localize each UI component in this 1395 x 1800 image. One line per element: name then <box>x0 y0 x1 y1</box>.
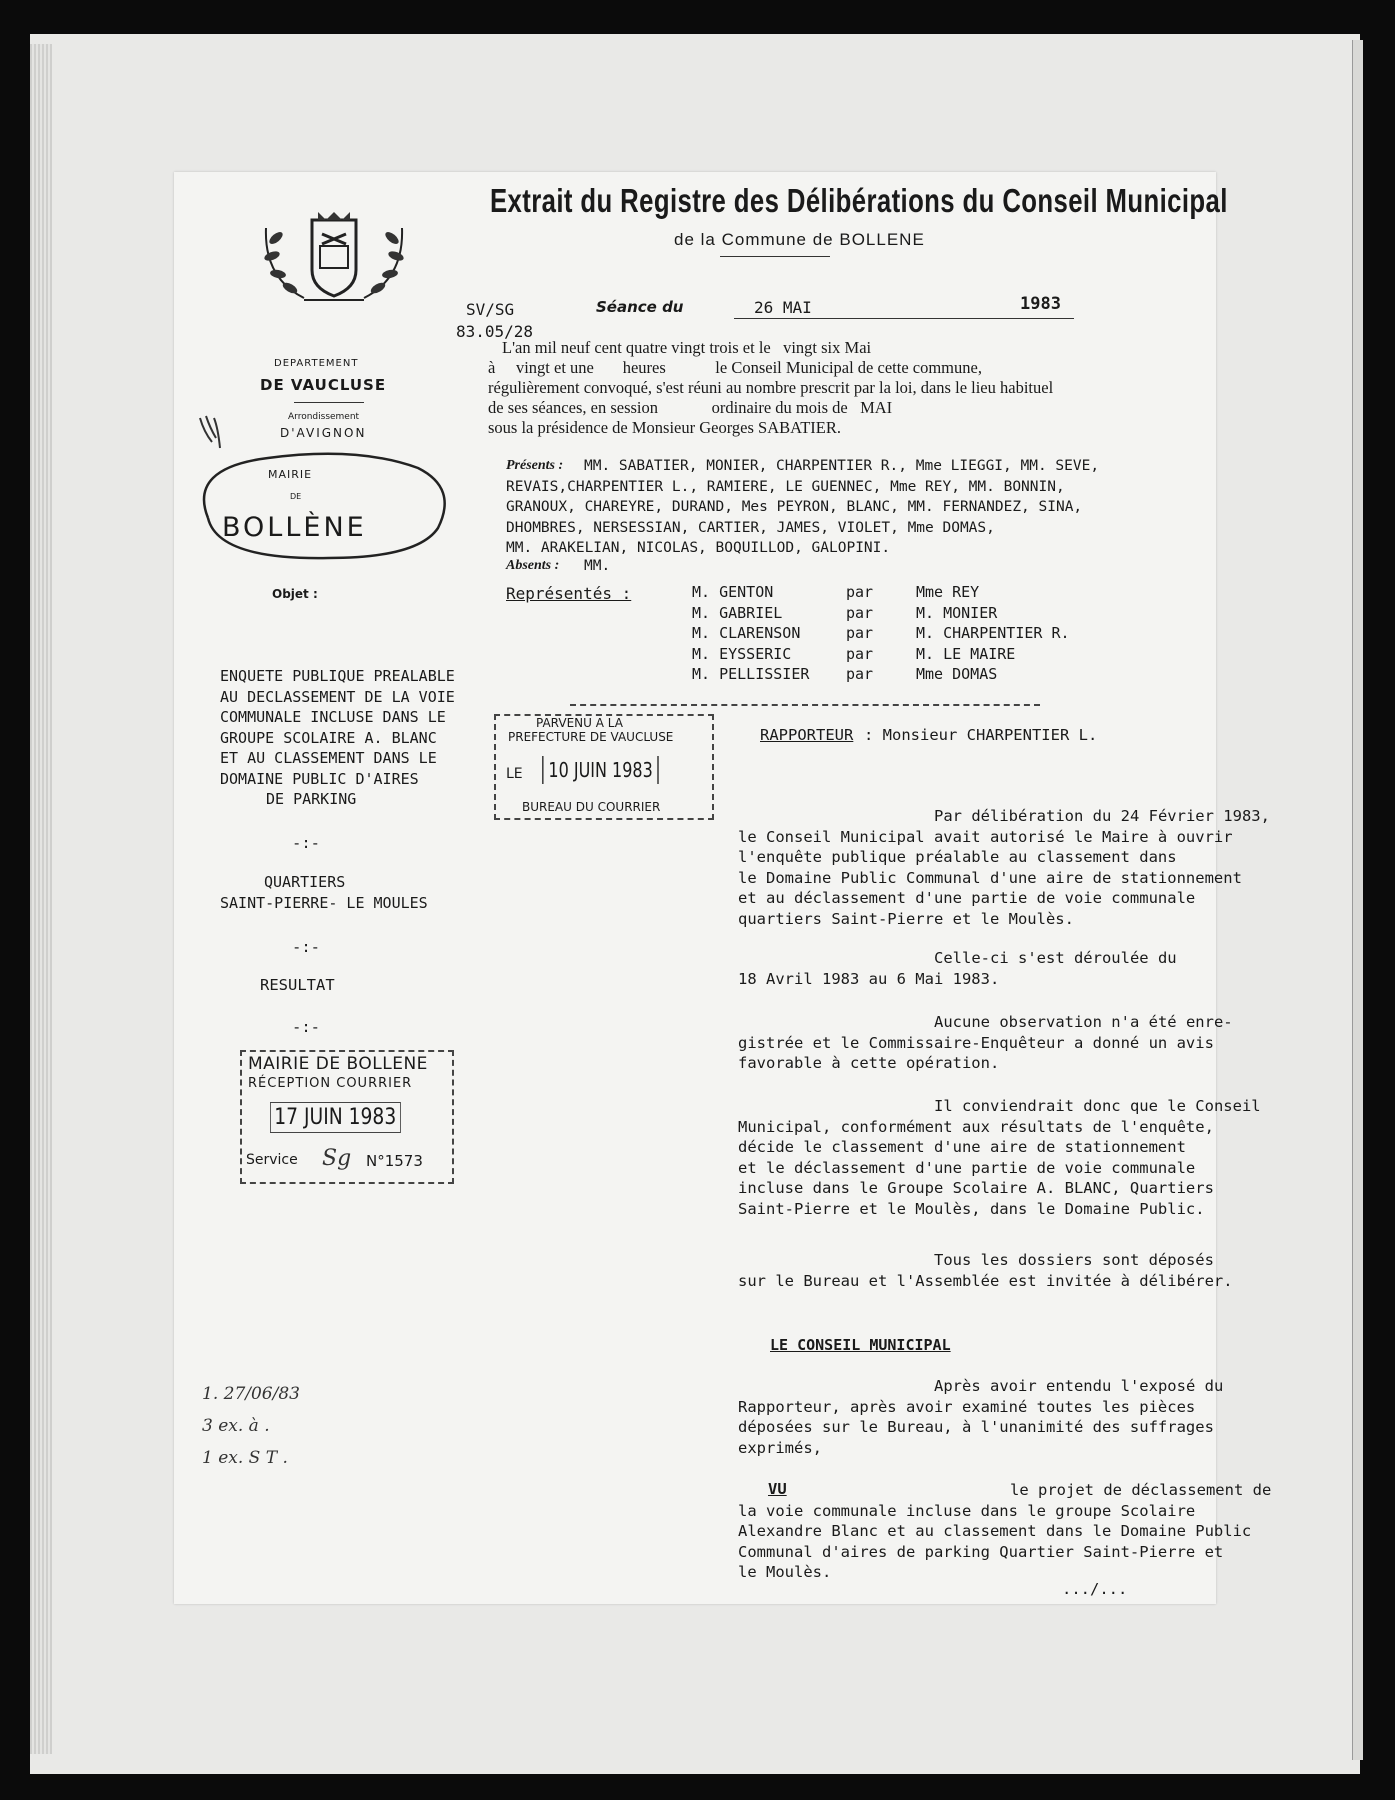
representes-proxy: Mme DOMAS <box>916 665 998 683</box>
paragraph-deroulement <box>738 948 1320 989</box>
paragraph-line: et le déclassement d'une partie de voie communale <box>738 1158 1196 1177</box>
paragraph-line: décide le classement d'une aire de stationnement <box>738 1138 1186 1156</box>
vu-label: VU <box>768 1480 787 1498</box>
book-page-edges <box>30 44 52 1754</box>
paragraph-line: 18 Avril 1983 au 6 Mai 1983. <box>738 969 1000 988</box>
absents-value: MM. <box>584 558 611 574</box>
representes-table <box>692 582 1116 685</box>
paragraph-line: le Moulès. <box>738 1563 832 1581</box>
stamp-numero: N°1573 <box>366 1152 423 1170</box>
objet-line: ENQUETE PUBLIQUE PREALABLE <box>220 667 455 685</box>
paragraph-line: Municipal, conformément aux résultats de l'enquête, <box>738 1117 1214 1136</box>
presents-list <box>506 456 1099 559</box>
prefecture-line-1: PARVENU A LA <box>536 716 623 730</box>
representes-name: M. GABRIEL <box>692 603 783 622</box>
representes-row <box>692 603 1116 624</box>
paragraph-line: la voie communale incluse dans le groupe Scolaire <box>738 1501 1196 1520</box>
paragraph-line: le Domaine Public Communal d'une aire de stationnement <box>738 868 1242 887</box>
reference-2: 83.05/28 <box>456 322 534 341</box>
paragraph-line: Après avoir entendu l'exposé du <box>934 1377 1224 1395</box>
intro-line: à vingt et une heures le Conseil Municipal de cette commune, <box>488 358 982 377</box>
divider <box>294 402 364 403</box>
paragraph-line: Aucune observation n'a été enre- <box>934 1013 1233 1031</box>
paragraph-line: le Conseil Municipal avait autorisé le Maire à ouvrir <box>738 827 1233 846</box>
separator: -:- <box>292 938 320 956</box>
representes-par: par <box>846 665 874 683</box>
paragraph-observation <box>738 1012 1320 1074</box>
presents-line: MM. ARAKELIAN, NICOLAS, BOQUILLOD, GALOPINI. <box>506 540 891 556</box>
objet-line: ET AU CLASSEMENT DANS LE <box>220 749 437 767</box>
seance-label: Séance du <box>596 298 684 316</box>
prefecture-stamp <box>494 714 714 820</box>
paragraph-conviendrait <box>738 1096 1320 1219</box>
document-title: Extrait du Registre des Délibérations du Conseil Municipal <box>490 182 1228 219</box>
intro-line: de ses séances, en session ordinaire du mois de MAI <box>488 398 893 417</box>
paragraph-dossiers <box>738 1250 1320 1291</box>
representes-row <box>692 582 1116 603</box>
representes-name: M. EYSSERIC <box>692 644 792 663</box>
prefecture-date: 10 JUIN 1983 <box>542 756 659 784</box>
handwritten-note-line: 3 ex. à . <box>202 1416 270 1436</box>
handwritten-check-mark <box>196 414 226 450</box>
presents-label: Présents : <box>506 458 564 473</box>
intro-line: sous la présidence de Monsieur Georges SABATIER. <box>488 418 842 437</box>
mairie-de: DE <box>290 492 302 501</box>
representes-proxy: M. LE MAIRE <box>916 644 1016 663</box>
mairie-oval-border <box>188 448 450 568</box>
representes-par: par <box>846 624 874 642</box>
paragraph-vu <box>738 1480 1320 1583</box>
quartiers-line: SAINT-PIERRE- LE MOULES <box>220 893 428 912</box>
paragraph-line: quartiers Saint-Pierre et le Moulès. <box>738 909 1074 928</box>
divider <box>570 704 1040 706</box>
reception-stamp <box>240 1050 454 1184</box>
handwritten-note-line: 1. 27/06/83 <box>202 1384 300 1404</box>
objet-line: COMMUNALE INCLUSE DANS LE <box>220 708 446 726</box>
objet-text <box>220 666 455 810</box>
paragraph-line: Par délibération du 24 Février 1983, <box>934 807 1270 825</box>
objet-label: Objet : <box>272 587 318 601</box>
paragraph-line: Alexandre Blanc et au classement dans le Domaine Public <box>738 1522 1252 1540</box>
prefecture-le: LE <box>506 766 523 782</box>
stamp-line-2: RÉCEPTION COURRIER <box>248 1076 413 1091</box>
reference-1: SV/SG <box>466 300 515 319</box>
mairie-label: MAIRIE <box>268 468 313 481</box>
representes-par: par <box>846 644 874 663</box>
presents-line: DHOMBRES, NERSESSIAN, CARTIER, JAMES, VIOLET, Mme DOMAS, <box>506 519 995 536</box>
resultat-label: RESULTAT <box>260 976 335 994</box>
representes-par: par <box>846 583 874 601</box>
paragraph-line: Tous les dossiers sont déposés <box>934 1251 1214 1269</box>
intro-line: L'an mil neuf cent quatre vingt trois et le vingt six Mai <box>502 338 872 357</box>
representes-proxy: M. CHARPENTIER R. <box>916 624 1070 642</box>
objet-line: DOMAINE PUBLIC D'AIRES <box>220 769 419 788</box>
rapporteur-value: : Monsieur CHARPENTIER L. <box>864 726 1098 744</box>
representes-row <box>692 623 1116 644</box>
paragraph-line: gistrée et le Commissaire-Enquêteur a donné un avis <box>738 1033 1214 1052</box>
coat-of-arms-icon <box>254 208 414 318</box>
paragraph-line: favorable à cette opération. <box>738 1054 1000 1072</box>
divider <box>720 256 830 257</box>
absents-label: Absents : <box>506 558 560 573</box>
separator: -:- <box>292 1018 320 1036</box>
paragraph-line: Communal d'aires de parking Quartier Saint-Pierre et <box>738 1542 1224 1561</box>
paragraph-deliberation <box>738 806 1320 929</box>
representes-name: M. PELLISSIER <box>692 665 810 683</box>
paragraph-line: incluse dans le Groupe Scolaire A. BLANC, Quartiers <box>738 1179 1214 1197</box>
paragraph-line: Saint-Pierre et le Moulès, dans le Domaine Public. <box>738 1199 1205 1218</box>
presents-line: MM. SABATIER, MONIER, CHARPENTIER R., Mme LIEGGI, MM. SEVE, <box>584 458 1100 474</box>
paragraph-line: et au déclassement d'une partie de voie communale <box>738 889 1196 907</box>
representes-proxy: Mme REY <box>916 583 980 601</box>
representes-name: M. CLARENSON <box>692 624 801 642</box>
representes-row <box>692 664 1116 685</box>
departement-name: DE VAUCLUSE <box>260 376 387 394</box>
prefecture-line-3: BUREAU DU COURRIER <box>522 800 661 814</box>
paragraph-line: Rapporteur, après avoir examiné toutes les pièces <box>738 1397 1196 1416</box>
continuation-mark: .../... <box>1062 1580 1128 1598</box>
handwritten-note-line: 1 ex. S T . <box>202 1448 288 1468</box>
representes-name: M. GENTON <box>692 583 774 601</box>
prefecture-line-2: PREFECTURE DE VAUCLUSE <box>508 730 674 744</box>
paragraph-line: Celle-ci s'est déroulée du <box>934 949 1177 967</box>
presents-line: GRANOUX, CHAREYRE, DURAND, Mes PEYRON, BLANC, MM. FERNANDEZ, SINA, <box>506 499 1083 515</box>
stamp-line-1: MAIRIE DE BOLLENE <box>248 1054 428 1074</box>
stamp-service-label: Service <box>246 1152 298 1168</box>
representes-label: Représentés : <box>506 584 632 603</box>
rapporteur-label: RAPPORTEUR <box>760 726 854 744</box>
document-subtitle: de la Commune de BOLLENE <box>674 230 925 249</box>
representes-row <box>692 644 1116 665</box>
objet-line: GROUPE SCOLAIRE A. BLANC <box>220 728 437 747</box>
conseil-heading: LE CONSEIL MUNICIPAL <box>770 1336 951 1354</box>
paragraph-line: déposées sur le Bureau, à l'unanimité des suffrages <box>738 1418 1214 1436</box>
seance-year: 1983 <box>1020 294 1061 314</box>
departement-label: DEPARTEMENT <box>274 358 359 369</box>
arrondissement-name: D'AVIGNON <box>280 426 367 440</box>
paragraph-line: Il conviendrait donc que le Conseil <box>934 1097 1261 1115</box>
document-sheet <box>174 172 1272 1604</box>
presents-line: REVAIS,CHARPENTIER L., RAMIERE, LE GUENNEC, Mme REY, MM. BONNIN, <box>506 478 1065 495</box>
book-facing-page <box>1352 40 1363 1760</box>
objet-line: DE PARKING <box>266 790 357 808</box>
intro-text <box>488 338 1053 438</box>
paragraph-line: l'enquête publique préalable au classement dans <box>738 848 1177 866</box>
paragraph-line: le projet de déclassement de <box>1010 1481 1272 1499</box>
paragraph-line: exprimés, <box>738 1438 822 1457</box>
divider <box>734 318 1074 319</box>
quartiers-line: QUARTIERS <box>264 873 346 891</box>
representes-par: par <box>846 603 874 622</box>
stamp-service-value: Sg <box>322 1146 352 1171</box>
separator: -:- <box>292 834 320 852</box>
stamp-date: 17 JUIN 1983 <box>270 1102 400 1133</box>
intro-line: régulièrement convoqué, s'est réuni au nombre prescrit par la loi, dans le lieu habituel <box>488 378 1054 397</box>
paragraph-line: sur le Bureau et l'Assemblée est invitée à délibérer. <box>738 1271 1233 1290</box>
commune-name: BOLLÈNE <box>222 512 367 543</box>
seance-date: 26 MAI <box>754 298 812 317</box>
paragraph-apres-avoir <box>738 1376 1320 1458</box>
objet-line: AU DECLASSEMENT DE LA VOIE <box>220 687 455 706</box>
handwritten-notes <box>202 1378 300 1474</box>
representes-proxy: M. MONIER <box>916 603 998 622</box>
arrondissement-label: Arrondissement <box>288 412 360 422</box>
quartiers-text <box>220 872 428 913</box>
